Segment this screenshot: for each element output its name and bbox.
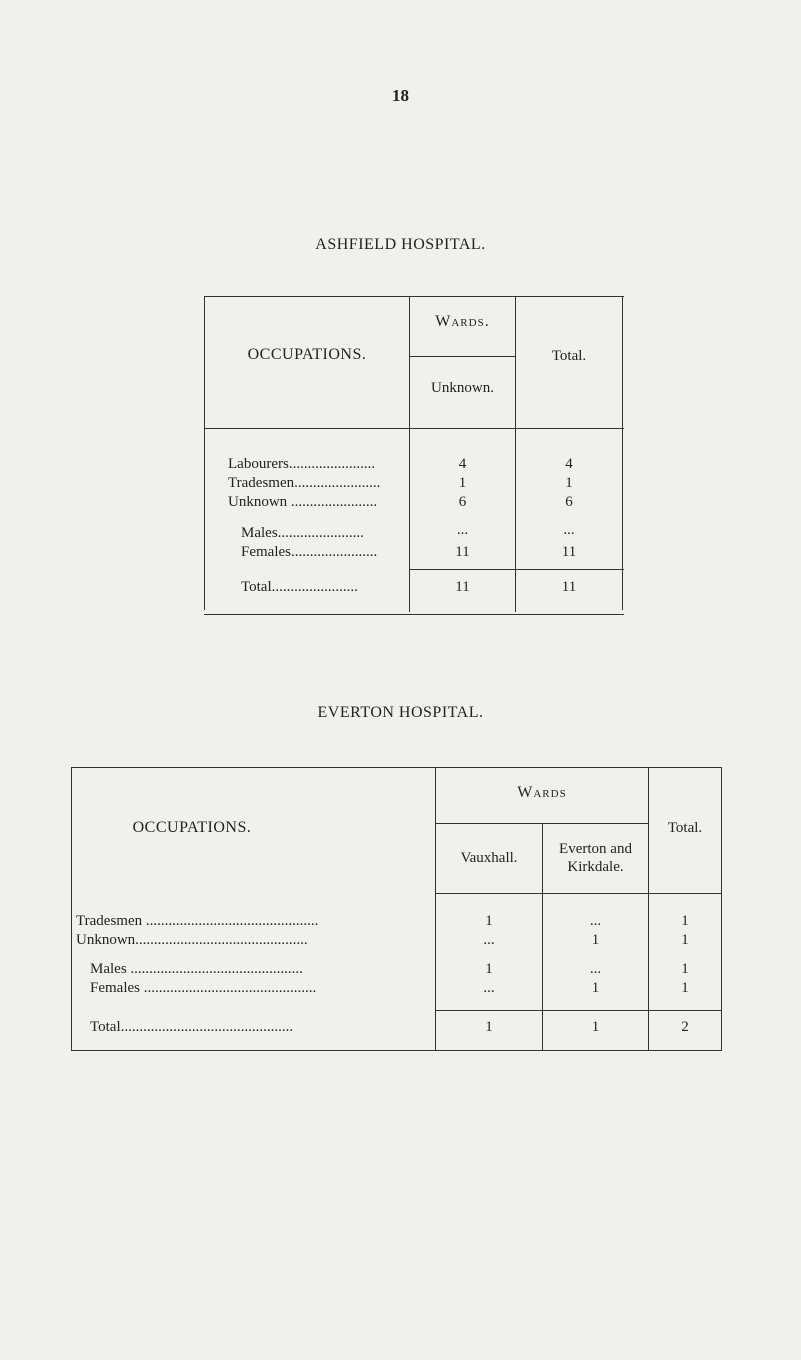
unknown-header: Unknown. <box>431 380 494 396</box>
total-header: Total. <box>551 348 587 364</box>
page-number: 18 <box>392 86 409 105</box>
total-header: Total. <box>667 820 703 836</box>
occupations-header: OCCUPATIONS. <box>132 819 252 836</box>
vauxhall-header: Vauxhall. <box>460 850 518 866</box>
occupations-header: OCCUPATIONS. <box>247 346 367 363</box>
everton-title: EVERTON HOSPITAL. <box>317 704 484 721</box>
ashfield-title: ASHFIELD HOSPITAL. <box>315 236 486 253</box>
wards-header: Wards. <box>435 313 490 330</box>
wards-header: Wards <box>517 784 567 801</box>
everton-kirkdale-header: Everton and Kirkdale. <box>559 841 632 875</box>
